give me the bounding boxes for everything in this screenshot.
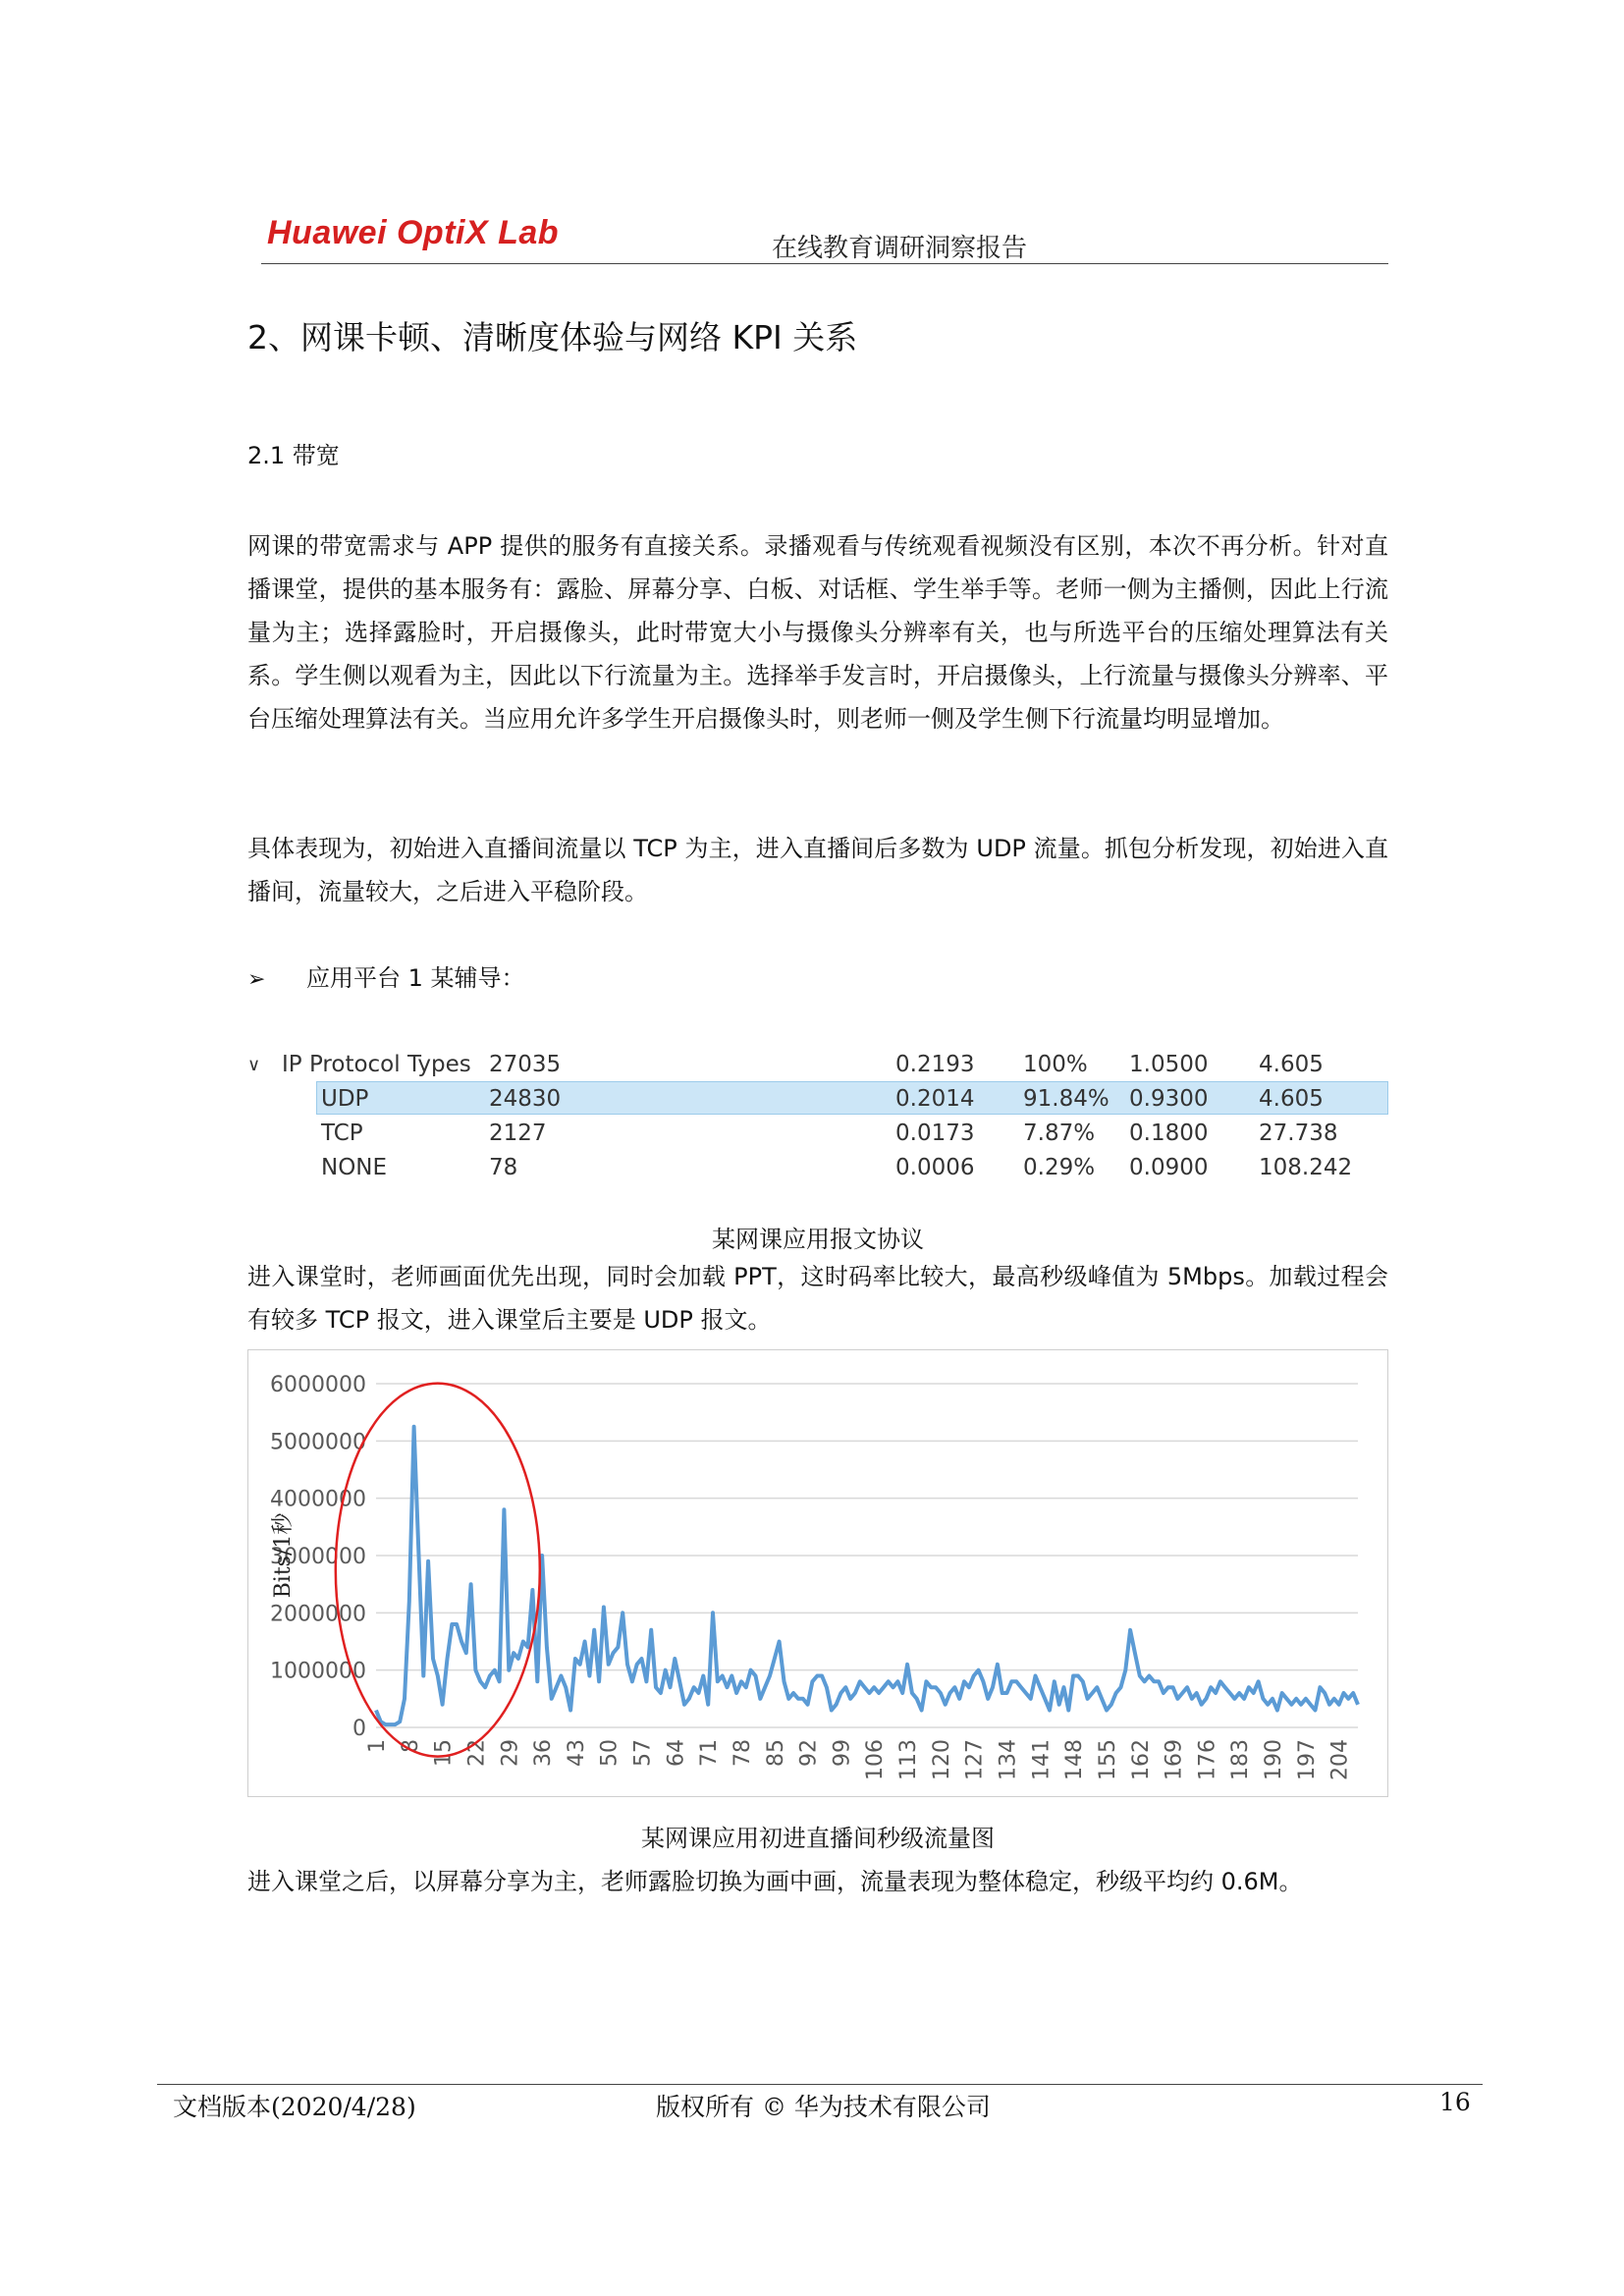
x-tick-label: 190: [1262, 1739, 1287, 1780]
x-tick-label: 169: [1162, 1739, 1187, 1780]
x-tick-label: 197: [1294, 1739, 1320, 1780]
packet-count: 24830: [489, 1086, 562, 1112]
x-tick-label: 127: [962, 1739, 988, 1780]
y-tick-label: 1000000: [270, 1659, 366, 1684]
y-tick-label: 4000000: [270, 1487, 366, 1512]
percent: 100%: [1023, 1052, 1088, 1077]
paragraph-bandwidth-intro: 网课的带宽需求与 APP 提供的服务有直接关系。录播观看与传统观看视频没有区别，本次不再分析。针对直播课堂，提供的基本服务有：露脸、屏幕分享、白板、对话框、学生举手等。老师一侧为主播侧，因此上行流量为主；选择露脸时，开启摄像头，此时带宽大小与摄像头分辨率有关，也与所选平台的压缩处理算法有关系。学生侧以观看为主，因此以下行流量为主。选择举手发言时，开启摄像头，上行流量与摄像头分辨率、平台压缩处理算法有关。当应用允许多学生开启摄像头时，则老师一侧及学生侧下行流量均明显增加。: [247, 532, 1388, 733]
x-tick-label: 50: [597, 1739, 623, 1767]
x-tick-label: 204: [1327, 1739, 1353, 1780]
x-tick-label: 162: [1128, 1739, 1154, 1780]
section-heading: 2、网课卡顿、清晰度体验与网络 KPI 关系: [247, 318, 858, 356]
copyright: 版权所有 © 华为技术有限公司: [656, 2093, 991, 2121]
protocol-name: IP Protocol Types: [282, 1052, 471, 1077]
huawei-optix-lab-logo: Huawei OptiX Lab: [267, 214, 560, 251]
table-caption: 某网课应用报文协议: [712, 1226, 924, 1253]
x-tick-label: 43: [564, 1739, 589, 1767]
arrow-bullet-icon: ➢: [247, 967, 266, 992]
table-row[interactable]: [247, 1150, 1388, 1183]
x-tick-label: 57: [630, 1739, 656, 1767]
protocol-name: UDP: [321, 1086, 369, 1112]
value-d: 27.738: [1259, 1121, 1338, 1146]
x-tick-label: 1: [365, 1739, 390, 1753]
packet-count: 27035: [489, 1052, 562, 1077]
x-tick-label: 148: [1062, 1739, 1088, 1780]
value-a: 0.2193: [895, 1052, 975, 1077]
y-tick-label: 2000000: [270, 1602, 366, 1627]
x-tick-label: 106: [863, 1739, 889, 1780]
table-row-selected[interactable]: [247, 1081, 1388, 1115]
footer-divider: [157, 2084, 1483, 2085]
x-tick-label: 92: [796, 1739, 822, 1767]
table-row: [247, 1047, 1388, 1080]
y-tick-label: 3000000: [270, 1545, 366, 1569]
traffic-line-chart: [248, 1350, 1386, 1795]
value-c: 0.0900: [1129, 1155, 1209, 1180]
value-d: 4.605: [1259, 1052, 1324, 1077]
value-a: 0.2014: [895, 1086, 975, 1112]
paragraph-entering-class: 进入课堂时，老师画面优先出现，同时会加载 PPT，这时码率比较大，最高秒级峰值为 5Mbps。加载过程会有较多 TCP 报文，进入课堂后主要是 UDP 报文。: [247, 1263, 1388, 1334]
y-tick-label: 0: [352, 1717, 366, 1741]
table-row[interactable]: [247, 1116, 1388, 1149]
paragraph-tcp-udp: 具体表现为，初始进入直播间流量以 TCP 为主，进入直播间后多数为 UDP 流量。抓包分析发现，初始进入直播间，流量较大，之后进入平稳阶段。: [247, 835, 1388, 905]
percent: 7.87%: [1023, 1121, 1096, 1146]
value-d: 4.605: [1259, 1086, 1324, 1112]
traffic-chart-frame: [247, 1349, 1388, 1797]
value-a: 0.0173: [895, 1121, 975, 1146]
x-tick-label: 71: [697, 1739, 723, 1767]
percent: 91.84%: [1023, 1086, 1110, 1112]
y-axis-label: Bits/1秒: [271, 1512, 296, 1599]
packet-count: 2127: [489, 1121, 547, 1146]
x-tick-label: 29: [498, 1739, 523, 1767]
x-tick-label: 183: [1228, 1739, 1254, 1780]
protocol-table: [247, 1047, 1388, 1188]
protocol-name: TCP: [321, 1121, 363, 1146]
x-tick-label: 8: [398, 1739, 423, 1753]
x-tick-label: 85: [763, 1739, 788, 1767]
subsection-heading: 2.1 带宽: [247, 442, 340, 469]
x-tick-label: 15: [431, 1739, 457, 1767]
x-tick-label: 64: [664, 1739, 689, 1767]
x-tick-label: 78: [730, 1739, 755, 1767]
selection-highlight: [316, 1081, 1388, 1115]
header-divider: [261, 263, 1388, 264]
protocol-name: NONE: [321, 1155, 388, 1180]
y-tick-label: 5000000: [270, 1430, 366, 1455]
x-tick-label: 134: [996, 1739, 1021, 1780]
value-c: 0.1800: [1129, 1121, 1209, 1146]
x-tick-label: 141: [1029, 1739, 1055, 1780]
platform-bullet: [247, 958, 525, 993]
x-tick-label: 22: [464, 1739, 490, 1767]
value-a: 0.0006: [895, 1155, 975, 1180]
x-tick-label: 176: [1195, 1739, 1220, 1780]
x-tick-label: 120: [929, 1739, 954, 1780]
value-c: 0.9300: [1129, 1086, 1209, 1112]
value-c: 1.0500: [1129, 1052, 1209, 1077]
highlight-ellipse: [336, 1384, 540, 1757]
value-d: 108.242: [1259, 1155, 1353, 1180]
chevron-down-icon[interactable]: ∨: [247, 1055, 261, 1075]
y-tick-label: 6000000: [270, 1373, 366, 1397]
x-tick-label: 36: [531, 1739, 557, 1767]
document-version: 文档版本(2020/4/28): [173, 2093, 416, 2121]
platform-bullet-text: 应用平台 1 某辅导：: [306, 964, 525, 992]
x-tick-label: 113: [896, 1739, 922, 1780]
x-tick-label: 155: [1095, 1739, 1120, 1780]
packet-count: 78: [489, 1155, 518, 1180]
percent: 0.29%: [1023, 1155, 1096, 1180]
x-tick-label: 99: [830, 1739, 855, 1767]
paragraph-after-entering: 进入课堂之后，以屏幕分享为主，老师露脸切换为画中画，流量表现为整体稳定，秒级平均约 0.6M。: [247, 1868, 1303, 1895]
document-title: 在线教育调研洞察报告: [772, 234, 1028, 263]
page-number: 16: [1439, 2088, 1471, 2116]
chart-caption: 某网课应用初进直播间秒级流量图: [641, 1825, 995, 1852]
